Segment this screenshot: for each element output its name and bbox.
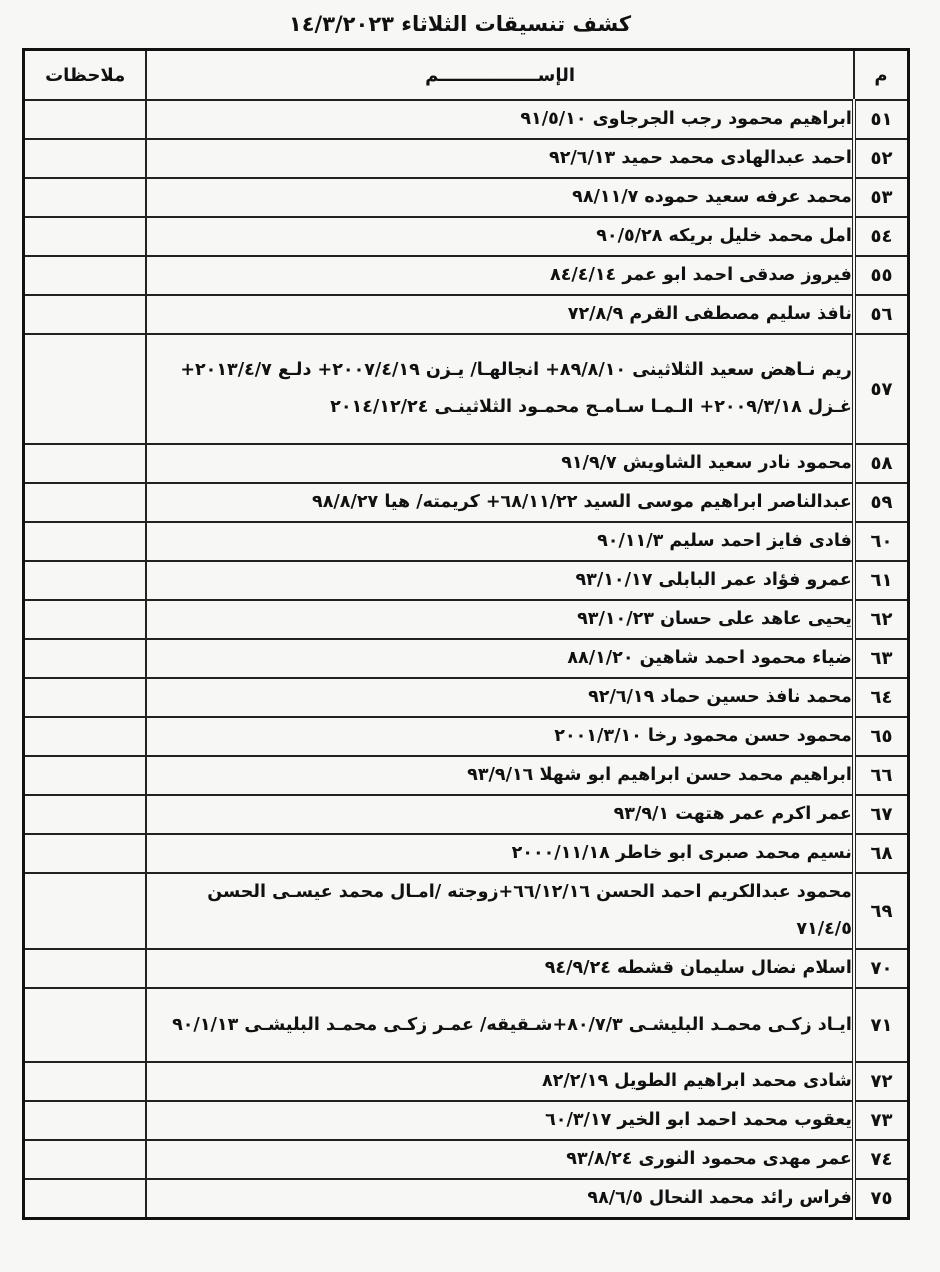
table-header-row xyxy=(24,50,909,101)
row-notes xyxy=(24,217,147,256)
table-row xyxy=(24,756,909,795)
row-name: محمود حسن محمود رخا ٢٠٠١/٣/١٠ xyxy=(146,717,854,756)
row-name: امل محمد خليل بريكه ٩٠/٥/٢٨ xyxy=(146,217,854,256)
row-notes xyxy=(24,717,147,756)
table-row xyxy=(24,295,909,334)
row-number: ٧٥ xyxy=(854,1179,909,1219)
row-number: ٦٨ xyxy=(854,834,909,873)
row-notes xyxy=(24,561,147,600)
row-name: يعقوب محمد احمد ابو الخير ٦٠/٣/١٧ xyxy=(146,1101,854,1140)
table-row xyxy=(24,988,909,1062)
row-name: ابراهيم محمود رجب الجرجاوى ٩١/٥/١٠ xyxy=(146,100,854,139)
table-row xyxy=(24,1062,909,1101)
row-notes xyxy=(24,756,147,795)
row-notes xyxy=(24,600,147,639)
row-name: شادى محمد ابراهيم الطويل ٨٢/٢/١٩ xyxy=(146,1062,854,1101)
table-row xyxy=(24,717,909,756)
row-notes xyxy=(24,873,147,949)
table-row xyxy=(24,873,909,949)
row-number: ٥٤ xyxy=(854,217,909,256)
row-name: نسيم محمد صبرى ابو خاطر ٢٠٠٠/١١/١٨ xyxy=(146,834,854,873)
table-row xyxy=(24,834,909,873)
row-name: يحيى عاهد على حسان ٩٣/١٠/٢٣ xyxy=(146,600,854,639)
table-row xyxy=(24,1140,909,1179)
table-row xyxy=(24,139,909,178)
row-notes xyxy=(24,483,147,522)
row-number: ٧٠ xyxy=(854,949,909,988)
row-number: ٦٥ xyxy=(854,717,909,756)
row-name: ايـاد زكـى محمـد البليشـى ٨٠/٧/٣+شـقيقه/ عمـر زكـى محمـد البليشـى ٩٠/١/١٣ xyxy=(146,988,854,1062)
header-notes: ملاحظات xyxy=(24,50,147,101)
row-notes xyxy=(24,334,147,444)
row-name: احمد عبدالهادى محمد حميد ٩٢/٦/١٣ xyxy=(146,139,854,178)
table-row xyxy=(24,100,909,139)
row-notes xyxy=(24,139,147,178)
table-row xyxy=(24,522,909,561)
row-number: ٧١ xyxy=(854,988,909,1062)
coordination-table xyxy=(22,48,910,1220)
row-name: عمر مهدى محمود النورى ٩٣/٨/٢٤ xyxy=(146,1140,854,1179)
row-notes xyxy=(24,1101,147,1140)
row-notes xyxy=(24,1140,147,1179)
row-number: ٧٣ xyxy=(854,1101,909,1140)
row-name: اسلام نضال سليمان قشطه ٩٤/٩/٢٤ xyxy=(146,949,854,988)
row-number: ٦٩ xyxy=(854,873,909,949)
table-row xyxy=(24,1179,909,1219)
table-row xyxy=(24,561,909,600)
row-number: ٥١ xyxy=(854,100,909,139)
row-name: فراس رائد محمد النحال ٩٨/٦/٥ xyxy=(146,1179,854,1219)
row-name: محمود نادر سعيد الشاويش ٩١/٩/٧ xyxy=(146,444,854,483)
row-number: ٥٧ xyxy=(854,334,909,444)
row-number: ٦١ xyxy=(854,561,909,600)
row-number: ٦٦ xyxy=(854,756,909,795)
row-name: عمرو فؤاد عمر البابلى ٩٣/١٠/١٧ xyxy=(146,561,854,600)
row-name: عمر اكرم عمر هتهت ٩٣/٩/١ xyxy=(146,795,854,834)
table-row xyxy=(24,639,909,678)
row-notes xyxy=(24,988,147,1062)
row-notes xyxy=(24,178,147,217)
row-name: فادى فايز احمد سليم ٩٠/١١/٣ xyxy=(146,522,854,561)
table-row xyxy=(24,600,909,639)
row-name: محمود عبدالكريم احمد الحسن ٦٦/١٢/١٦+زوجته /امـال محمد عيسـى الحسن ٧١/٤/٥ xyxy=(146,873,854,949)
row-name: ريم نـاهض سعيد الثلاثينى ٨٩/٨/١٠+ انجالهـا/ يـزن ٢٠٠٧/٤/١٩+ دلـع ٢٠١٣/٤/٧+ غـزل ٢٠٠٩/٣/١٨+ الـمـا سـامـح محمـود الثلاثينـى ٢٠١٤/١٢/٢٤ xyxy=(146,334,854,444)
row-notes xyxy=(24,295,147,334)
table-row xyxy=(24,256,909,295)
row-name: ابراهيم محمد حسن ابراهيم ابو شهلا ٩٣/٩/١٦ xyxy=(146,756,854,795)
row-number: ٥٩ xyxy=(854,483,909,522)
row-notes xyxy=(24,678,147,717)
row-number: ٦٧ xyxy=(854,795,909,834)
table-row xyxy=(24,483,909,522)
row-notes xyxy=(24,1062,147,1101)
row-notes xyxy=(24,100,147,139)
table-row xyxy=(24,444,909,483)
row-number: ٦٤ xyxy=(854,678,909,717)
table-body xyxy=(24,100,909,1219)
row-number: ٥٥ xyxy=(854,256,909,295)
row-number: ٥٨ xyxy=(854,444,909,483)
row-name: محمد نافذ حسين حماد ٩٢/٦/١٩ xyxy=(146,678,854,717)
row-number: ٦٠ xyxy=(854,522,909,561)
header-number: م xyxy=(854,50,909,101)
row-notes xyxy=(24,256,147,295)
table-row xyxy=(24,178,909,217)
row-notes xyxy=(24,1179,147,1219)
row-name: فيروز صدقى احمد ابو عمر ٨٤/٤/١٤ xyxy=(146,256,854,295)
row-number: ٥٢ xyxy=(854,139,909,178)
row-number: ٦٢ xyxy=(854,600,909,639)
row-name: محمد عرفه سعيد حموده ٩٨/١١/٧ xyxy=(146,178,854,217)
row-notes xyxy=(24,639,147,678)
row-notes xyxy=(24,795,147,834)
row-name: ضياء محمود احمد شاهين ٨٨/١/٢٠ xyxy=(146,639,854,678)
row-number: ٧٢ xyxy=(854,1062,909,1101)
row-number: ٥٦ xyxy=(854,295,909,334)
row-number: ٧٤ xyxy=(854,1140,909,1179)
row-number: ٦٣ xyxy=(854,639,909,678)
row-number: ٥٣ xyxy=(854,178,909,217)
row-name: نافذ سليم مصطفى القرم ٧٢/٨/٩ xyxy=(146,295,854,334)
page-title: كشف تنسيقات الثلاثاء ١٤/٣/٢٠٢٣ xyxy=(288,12,632,36)
table-row xyxy=(24,795,909,834)
row-notes xyxy=(24,522,147,561)
row-notes xyxy=(24,949,147,988)
row-name: عبدالناصر ابراهيم موسى السيد ٦٨/١١/٢٢+ كريمته/ هيا ٩٨/٨/٢٧ xyxy=(146,483,854,522)
table-row xyxy=(24,949,909,988)
table-row xyxy=(24,1101,909,1140)
table-row xyxy=(24,678,909,717)
row-notes xyxy=(24,834,147,873)
header-name: الإســــــــــــــــم xyxy=(146,50,854,101)
table-row xyxy=(24,334,909,444)
table-row xyxy=(24,217,909,256)
row-notes xyxy=(24,444,147,483)
